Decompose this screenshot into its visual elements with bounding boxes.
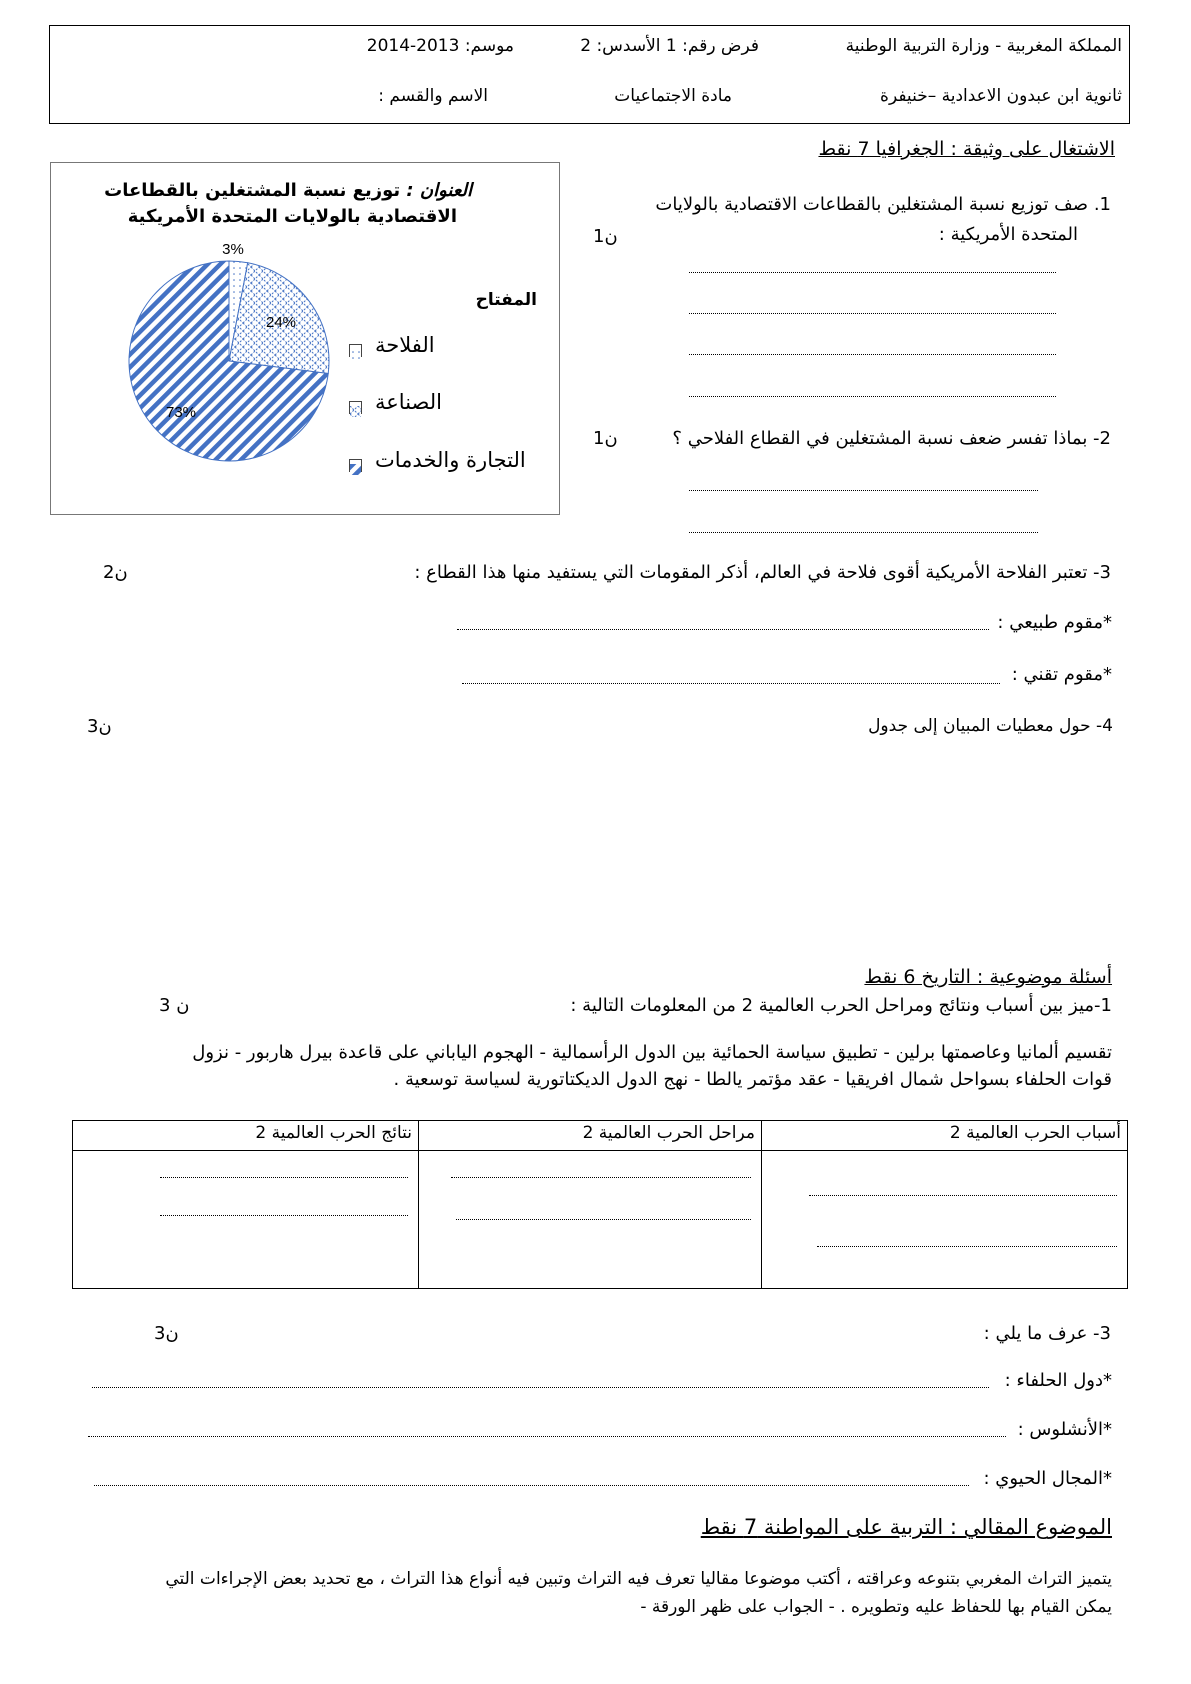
table-header-row [73,1121,1128,1151]
name-class-field: الاسم والقسم : [378,86,488,106]
answer-line[interactable] [456,1219,751,1220]
answer-line[interactable] [160,1177,408,1178]
geo-q3-technical-label: *مقوم تقني : [1011,664,1112,685]
answer-line[interactable] [689,396,1056,397]
chart-title-line2: الاقتصادية بالولايات المتحدة الأمريكية [127,206,457,227]
answer-line[interactable] [689,354,1056,355]
history-title: أسئلة موضوعية : التاريخ 6 نقط [864,966,1112,988]
answer-line[interactable] [689,272,1056,273]
season: موسم: 2013-2014 [366,36,514,56]
table-header-stages: مراحل الحرب العالمية 2 [419,1121,762,1151]
geo-q1-points: 1ن [593,226,618,247]
exam-number: فرض رقم: 1 الأسدس: 2 [580,36,759,56]
history-info-line2: قوات الحلفاء بسواحل شمال افريقيا - عقد مؤتمر يالطا - نهج الدول الديكتاتورية لسياسة توسعية . [393,1069,1112,1090]
pie-label-agriculture: 3% [222,241,244,258]
table-cell-stages[interactable] [419,1151,762,1289]
pie-label-industry: 24% [265,314,297,331]
history-q3: 3- عرف ما يلي : [983,1323,1111,1344]
answer-line[interactable] [160,1215,408,1216]
answer-line[interactable] [451,1177,751,1178]
pie-chart-box [50,162,560,515]
table-header-causes: أسباب الحرب العالمية 2 [762,1121,1128,1151]
geo-q2: 2- بماذا تفسر ضعف نسبة المشتغلين في القطاع الفلاحي ؟ [672,428,1111,449]
term-anschluss-label: *الأنشلوس : [1017,1419,1112,1440]
geo-q1-line1: 1. صف توزيع نسبة المشتغلين بالقطاعات الاقتصادية بالولايات [655,194,1111,215]
table-row [73,1151,1128,1289]
legend-label-trade-services: التجارة والخدمات [375,448,526,472]
answer-line[interactable] [462,683,1000,684]
essay-line2: يمكن القيام بها للحفاظ عليه وتطويره . - الجواب على ظهر الورقة - [640,1597,1112,1617]
answer-line[interactable] [457,629,989,630]
table-cell-causes[interactable] [762,1151,1128,1289]
geo-q3-points: 2ن [103,562,128,583]
answer-line[interactable] [689,490,1038,491]
geo-q4-points: 3ن [87,716,112,737]
answer-line[interactable] [817,1246,1117,1247]
answer-line[interactable] [689,532,1038,533]
history-q1-points: 3 ن [159,995,190,1016]
answer-line[interactable] [689,313,1056,314]
geo-q3: 3- تعتبر الفلاحة الأمريكية أقوى فلاحة في العالم، أذكر المقومات التي يستفيد منها هذا القطاع : [414,562,1111,583]
kingdom-ministry: المملكة المغربية - وزارة التربية الوطنية [845,36,1122,56]
geo-q1-line2: المتحدة الأمريكية : [938,224,1078,245]
history-q1: 1-ميز بين أسباب ونتائج ومراحل الحرب العالمية 2 من المعلومات التالية : [570,995,1112,1016]
legend-swatch-trade-services [349,459,362,472]
legend-title: المفتاح [475,290,537,310]
chart-title-line1 [104,180,472,201]
answer-line[interactable] [94,1485,969,1486]
school-name: ثانوية ابن عبدون الاعدادية –خنيفرة [880,86,1122,106]
legend-swatch-industry [349,401,362,414]
pie-label-trade-services: 73% [165,404,197,421]
table-header-results: نتائج الحرب العالمية 2 [73,1121,419,1151]
essay-title: الموضوع المقالي : التربية على المواطنة 7 نقط [700,1515,1112,1539]
wwii-table [72,1120,1128,1289]
geo-q3-natural-label: *مقوم طبيعي : [997,612,1112,633]
chart-title-prefix: العنوان : [406,180,472,201]
term-allies-label: *دول الحلفاء : [1004,1370,1112,1391]
geography-title: الاشتغال على وثيقة : الجغرافيا 7 نقط [818,138,1115,160]
geo-q4: 4- حول معطيات المبيان إلى جدول [868,716,1113,736]
history-info-line1: تقسيم ألمانيا وعاصمتها برلين - تطبيق سياسة الحمائية بين الدول الرأسمالية - الهجوم الياباني على قاعدة بيرل هاربور - نزول [192,1042,1112,1063]
legend-label-industry: الصناعة [375,390,442,414]
chart-title-text: توزيع نسبة المشتغلين بالقطاعات [104,180,401,201]
essay-line1: يتميز التراث المغربي بتنوعه وعراقته ، أكتب موضوعا مقاليا تعرف فيه التراث وتبين فيه أنواع هذا التراث ، مع تحديد بعض الإجراءات التي [165,1569,1112,1589]
term-lebensraum-label: *المجال الحيوي : [983,1468,1112,1489]
answer-line[interactable] [809,1195,1117,1196]
legend-swatch-agriculture [349,344,362,357]
legend-label-agriculture: الفلاحة [375,333,435,357]
table-cell-results[interactable] [73,1151,419,1289]
answer-line[interactable] [92,1387,989,1388]
history-q3-points: 3ن [154,1323,179,1344]
geo-q2-points: 1ن [593,428,618,449]
subject: مادة الاجتماعيات [614,86,732,106]
answer-line[interactable] [88,1436,1006,1437]
